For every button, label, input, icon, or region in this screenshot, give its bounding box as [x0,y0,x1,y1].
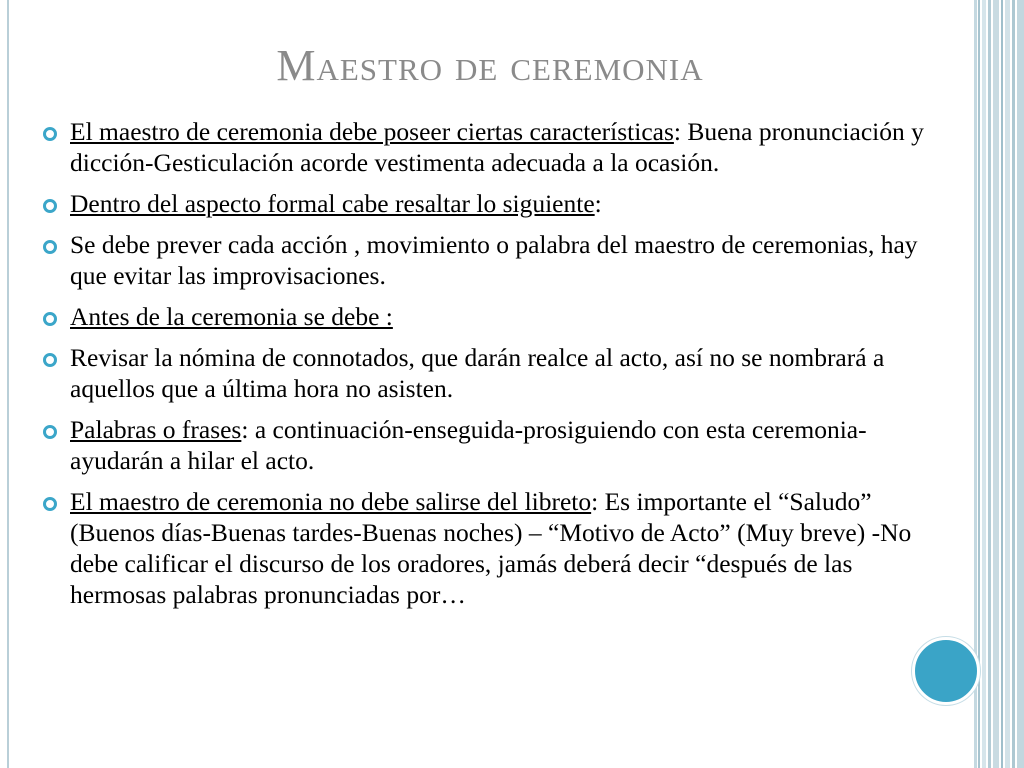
right-decorative-bar [974,0,1024,768]
bullet-item-3 [38,229,948,291]
bullet-ring-icon [43,425,57,439]
bullet-ring-icon [43,127,57,141]
slide-title: Maestro de ceremonia [276,41,704,90]
bullet-item-7 [38,486,948,610]
bullet-item-1 [38,116,948,178]
bullet-ring-icon [43,353,57,367]
bullet-ring-icon [43,240,57,254]
bullet-text: Revisar la nómina de connotados, que darán realce al acto, así no se nombrará a aquellos que a última hora no asisten. [70,343,885,403]
bullet-ring-icon [43,497,57,511]
bullet-text: : a continuación-enseguida-prosiguiendo con esta ceremonia-ayudarán a hilar el acto. [70,415,867,475]
bullet-text: Se debe prever cada acción , movimiento o palabra del maestro de ceremonias, hay que evitar las improvisaciones. [70,230,918,290]
bullet-item-6 [38,414,948,476]
bullet-underlined-text: Palabras o frases [70,415,242,444]
bullet-ring-icon [43,312,57,326]
bullet-list [38,116,948,620]
decorative-circle [912,637,980,705]
bullet-text: : Buena pronunciación y dicción-Gesticulación acorde vestimenta adecuada a la ocasión. [70,117,924,177]
bullet-underlined-text: El maestro de ceremonia no debe salirse del libreto [70,487,592,516]
bullet-item-2 [38,188,948,219]
bullet-item-4 [38,301,948,332]
bullet-text: : Es importante el “Saludo” (Buenos días-Buenas tardes-Buenas noches) – “Motivo de Acto” (Muy breve) -No debe calificar el discurso de los oradores, jamás deberá decir “después de las hermosas palabras pronunciadas por… [70,487,912,609]
left-border-line [7,0,9,768]
bullet-underlined-text: El maestro de ceremonia debe poseer ciertas características [70,117,674,146]
bullet-underlined-text: Dentro del aspecto formal cabe resaltar lo siguiente [70,189,595,218]
bullet-ring-icon [43,199,57,213]
bullet-text: : [594,189,602,218]
bullet-item-5 [38,342,948,404]
bullet-underlined-text: Antes de la ceremonia se debe : [70,302,393,331]
